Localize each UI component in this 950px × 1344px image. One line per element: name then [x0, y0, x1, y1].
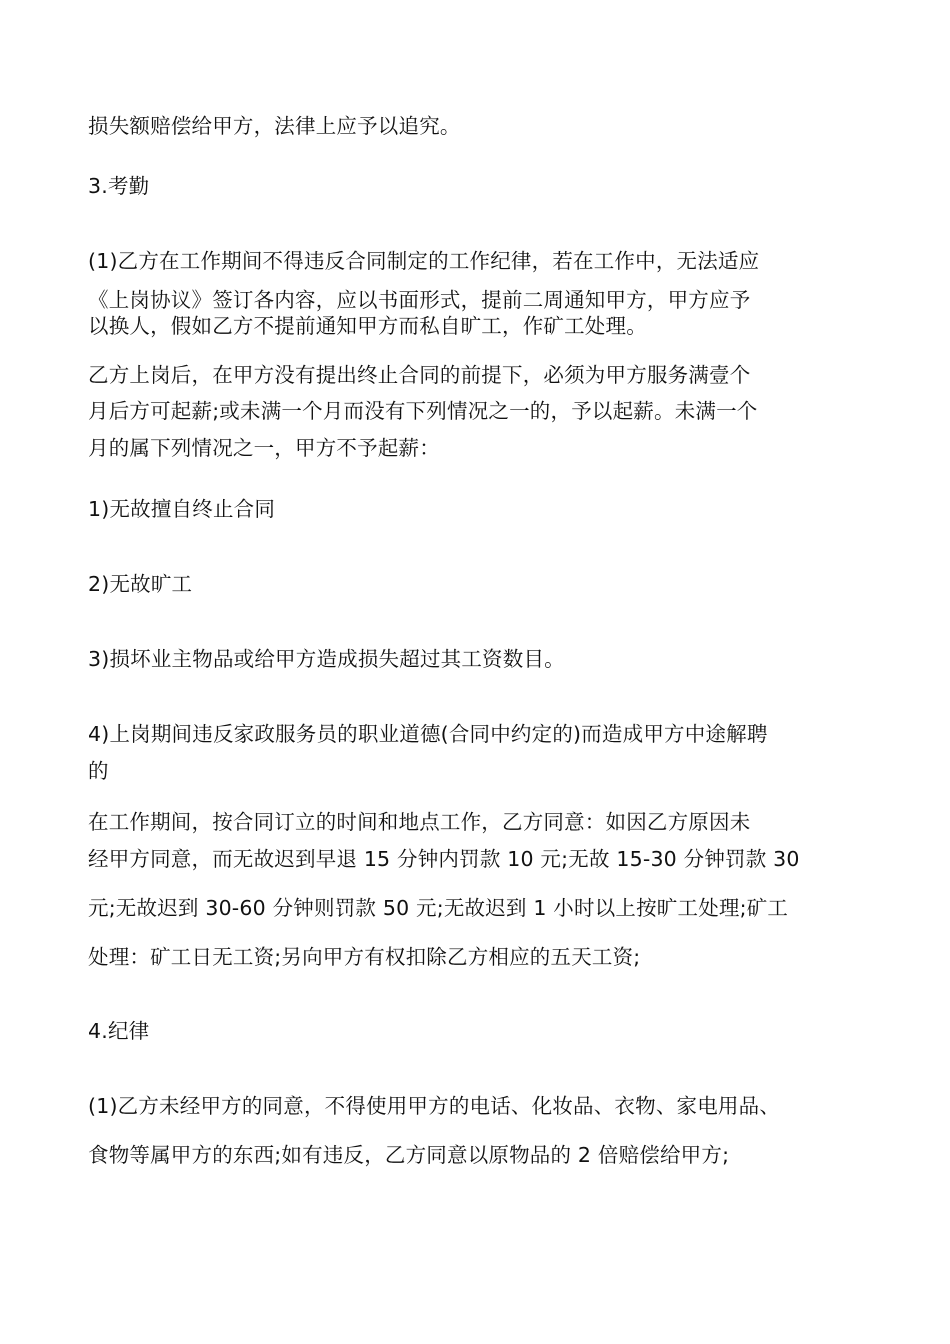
list-item: 2)无故旷工 — [88, 572, 193, 596]
text-line: 元;无故迟到 30-60 分钟则罚款 50 元;无故迟到 1 小时以上按旷工处理;矿工 — [88, 896, 789, 920]
list-item: 1)无故擅自终止合同 — [88, 497, 276, 521]
section-heading-discipline: 4.纪律 — [88, 1019, 150, 1043]
list-item: 3)损坏业主物品或给甲方造成损失超过其工资数目。 — [88, 647, 565, 671]
text-line: 月后方可起薪;或未满一个月而没有下列情况之一的，予以起薪。未满一个 — [88, 399, 758, 423]
text-line: 损失额赔偿给甲方，法律上应予以追究。 — [88, 114, 461, 138]
text-line: 食物等属甲方的东西;如有违反，乙方同意以原物品的 2 倍赔偿给甲方; — [88, 1143, 730, 1167]
text-line: 月的属下列情况之一，甲方不予起薪： — [88, 436, 440, 460]
text-line: 《上岗协议》签订各内容，应以书面形式，提前二周通知甲方，甲方应予 — [88, 288, 751, 312]
text-line: 乙方上岗后，在甲方没有提出终止合同的前提下，必须为甲方服务满壹个 — [88, 363, 751, 387]
list-item: 4)上岗期间违反家政服务员的职业道德(合同中约定的)而造成甲方中途解聘 — [88, 722, 768, 746]
text-line: (1)乙方未经甲方的同意，不得使用甲方的电话、化妆品、衣物、家电用品、 — [88, 1094, 781, 1118]
text-line: 经甲方同意，而无故迟到早退 15 分钟内罚款 10 元;无故 15-30 分钟罚款 30 — [88, 847, 800, 871]
text-line: (1)乙方在工作期间不得违反合同制定的工作纪律，若在工作中，无法适应 — [88, 249, 760, 273]
text-line: 以换人，假如乙方不提前通知甲方而私自旷工，作矿工处理。 — [88, 314, 647, 338]
text-line: 的 — [88, 759, 109, 783]
text-line: 处理：矿工日无工资;另向甲方有权扣除乙方相应的五天工资; — [88, 945, 641, 969]
text-line: 在工作期间，按合同订立的时间和地点工作，乙方同意：如因乙方原因未 — [88, 810, 751, 834]
section-heading-attendance: 3.考勤 — [88, 174, 150, 198]
